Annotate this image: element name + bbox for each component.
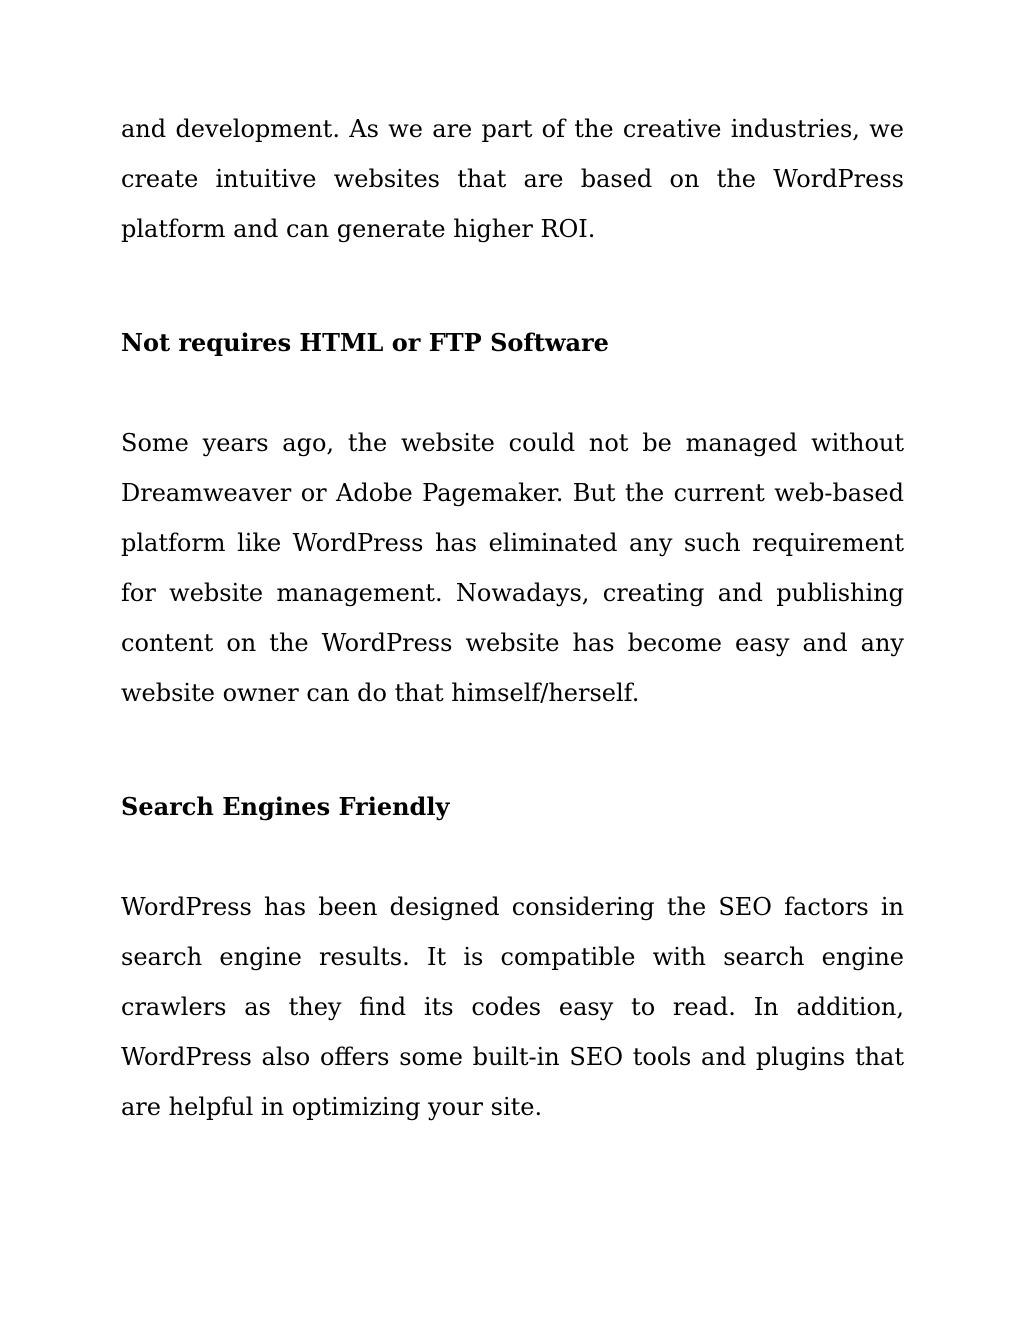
section-body-html-ftp: Some years ago, the website could not be managed without Dreamweaver or Adobe Pagemaker. But the current web-based platform like WordPress has eliminated any such requirement for website management. Nowadays, creating and publishing content on the WordPress website has become easy and any website owner can do that himself/herself.: [121, 429, 904, 707]
section-heading-html-ftp: Not requires HTML or FTP Software: [121, 328, 609, 357]
document-page: [121, 104, 904, 1132]
intro-paragraph: and development. As we are part of the creative industries, we create intuitive websites that are based on the WordPress platform and can generate higher ROI.: [121, 115, 904, 243]
section-heading-seo: Search Engines Friendly: [121, 792, 450, 821]
section-body-seo: WordPress has been designed considering the SEO factors in search engine results. It is compatible with search engine crawlers as they find its codes easy to read. In addition, WordPress also offers some built-in SEO tools and plugins that are helpful in optimizing your site.: [121, 893, 904, 1121]
